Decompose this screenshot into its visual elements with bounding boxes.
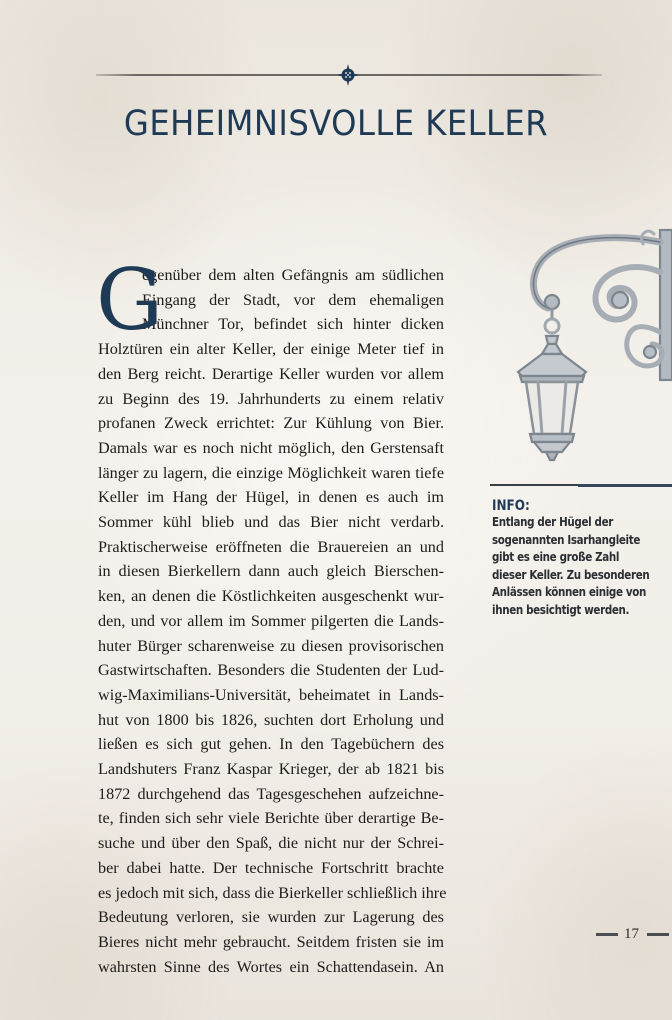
dropcap-letter: G [96, 251, 164, 349]
info-heading: INFO: [492, 498, 530, 514]
body-text [96, 251, 447, 979]
page-title: GEHEIMNISVOLLE KELLER [123, 104, 549, 144]
info-line: gibt es eine große Zahl [492, 550, 620, 564]
text-line: te, finden sich sehr viele Berichte über derartige Be- [98, 809, 444, 828]
text-line: ber dabei hatte. Der technische Fortschritt brachte [98, 858, 444, 877]
text-line: den, und vor allem im Sommer pilgerten die Lands- [98, 611, 444, 630]
text-line: in diesen Bierkellern dann auch gleich Bierschen- [98, 562, 444, 581]
page-number-footer [596, 926, 672, 942]
info-box [492, 498, 672, 619]
text-line: egenüber dem alten Gefängnis am südlichen [142, 266, 444, 284]
text-line: ließen es sich gut gehen. In den Tagebüchern des [98, 735, 444, 754]
text-line: profanen Zweck errichtet: Zur Kühlung von Bier. [98, 414, 444, 433]
text-line: hut von 1800 bis 1826, suchten dort Erholung und [98, 710, 444, 729]
text-line: Bedeutung verloren, sie wurden zur Lagerung des [98, 908, 444, 927]
text-line: wahrsten Sinne des Wortes ein Schattendasein. An [98, 957, 444, 976]
info-line: sogenannten Isarhangleite [492, 532, 640, 547]
text-line: Sommer kühl blieb und das Bier nicht verdarb. [98, 513, 444, 532]
text-line: Holztüren ein alter Keller, der einige Meter tief in [98, 340, 444, 359]
text-line: Eingang der Stadt, vor dem ehemaligen [142, 290, 444, 309]
text-line: Münchner Tor, befindet sich hinter dicken [142, 315, 444, 334]
page-number-dash-left [596, 933, 618, 936]
text-line: Damals war es noch nicht möglich, den Gerstensaft [98, 438, 444, 457]
page-number: 17 [624, 925, 639, 942]
text-line: wig-Maximilians-Universität, beheimatet in Lands- [98, 685, 444, 704]
text-line: 1872 durchgehend das Tagesgeschehen aufzeichne- [98, 784, 444, 803]
text-line: Bieres nicht mehr gebraucht. Seitdem fristen sie im [98, 932, 444, 951]
text-line: Keller im Hang der Hügel, in denen es auch im [98, 488, 444, 507]
text-line: huter Bürger scharenweise zu diesen provisorischen [98, 636, 444, 655]
text-line: es jedoch mit sich, dass die Bierkeller schließlich ihre [98, 883, 447, 902]
text-line: Gastwirtschaften. Besonders die Studenten der Lud- [98, 661, 444, 680]
info-divider-accent [578, 484, 672, 487]
wall-lantern-icon [498, 222, 672, 462]
text-line: Praktischerweise eröffneten die Brauereien an und [98, 537, 444, 556]
text-line: zu Beginn des 19. Jahrhunderts zu einem relativ [98, 389, 444, 408]
text-line: länger zu lagern, die einzige Möglichkeit waren tiefe [98, 463, 444, 482]
compass-ornament-icon [337, 64, 359, 86]
text-line: Landshuters Franz Kaspar Krieger, der ab 1821 bis [98, 760, 444, 779]
info-line: ihnen besichtigt werden. [492, 602, 630, 617]
info-line: dieser Keller. Zu besonderen [492, 567, 650, 582]
text-line: ken, an denen die Köstlichkeiten ausgeschenkt wur- [98, 587, 444, 606]
info-line: Anlässen können einige von [492, 585, 646, 599]
dropcap-paragraph-start [96, 251, 444, 349]
text-line: den Berg reicht. Derartige Keller wurden vor allem [98, 364, 444, 383]
text-line: suche und über den Spaß, die nicht nur der Schrei- [98, 834, 444, 853]
info-line: Entlang der Hügel der [492, 515, 613, 529]
page-number-dash-right [647, 933, 669, 936]
